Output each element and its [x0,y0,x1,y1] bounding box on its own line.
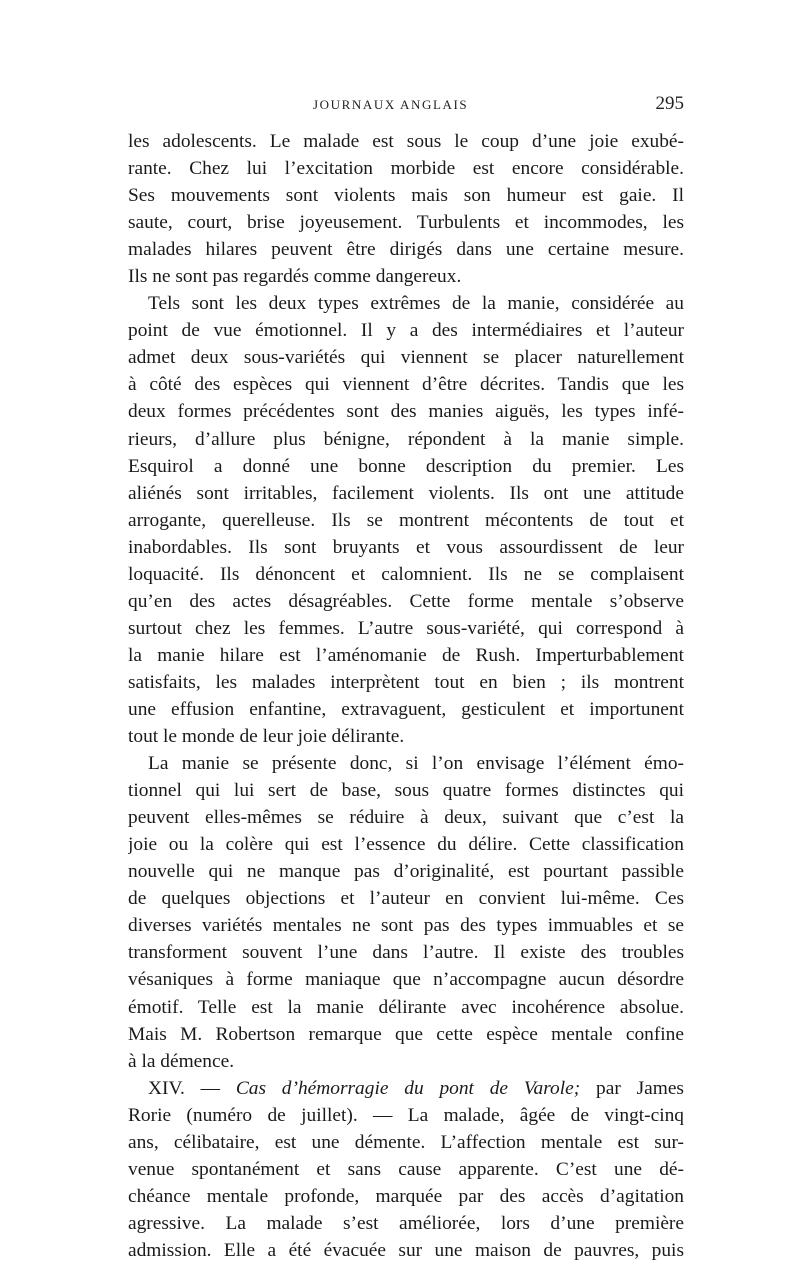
text-line: les adolescents. Le malade est sous le coup d’une joie exubé- [128,131,684,152]
text-line: tout le monde de leur joie délirante. [128,726,405,748]
text-line: la manie hilare est l’aménomanie de Rush. Imperturbablement [128,644,684,666]
text-line: nouvelle qui ne manque pas d’originalité, est pourtant passible [128,861,684,883]
text-line: admission. Elle a été évacuée sur une maison de pauvres, puis [128,1239,684,1261]
text-line: à côté des espèces qui viennent d’être décrites. Tandis que les [128,374,684,396]
text-line: La manie se présente donc, si l’on envisage l’élément émo- [148,753,684,775]
text-line: point de vue émotionnel. Il y a des intermédiaires et l’auteur [128,320,684,342]
text-line: joie ou la colère qui est l’essence du délire. Cette classification [128,834,684,856]
text-line: vésaniques à forme maniaque que n’accompagne aucun désordre [128,969,684,991]
text-line: Esquirol a donné une bonne description du premier. Les [128,455,684,477]
text-line: transforment souvent l’une dans l’autre. Il existe des troubles [128,942,684,964]
text-line: Rorie (numéro de juillet). — La malade, âgée de vingt-cinq [128,1104,684,1126]
text-line: deux formes précédentes sont des manies aiguës, les types infé- [128,401,684,423]
section-author: par James [596,1077,684,1099]
text-line: rante. Chez lui l’excitation morbide est encore considérable. [128,158,684,180]
text-line: saute, court, brise joyeusement. Turbulents et incommodes, les [128,212,684,234]
page-number: 295 [655,93,684,114]
text-line: Ses mouvements sont violents mais son humeur est gaie. Il [128,185,684,207]
text-line: surtout chez les femmes. L’autre sous-variété, qui correspond à [128,617,684,639]
text-line: Tels sont les deux types extrêmes de la manie, considérée au [148,293,684,315]
text-line: émotif. Telle est la manie délirante avec incohérence absolue. [128,996,684,1018]
text-line: inabordables. Ils sont bruyants et vous assourdissent de leur [128,536,684,558]
text-line: tionnel qui lui sert de base, sous quatre formes distinctes qui [128,780,684,802]
page-header [128,95,684,119]
text-line: arrogante, querelleuse. Ils se montrent mécontents de tout et [128,509,684,531]
text-line: Mais M. Robertson remarque que cette espèce mentale confine [128,1023,684,1045]
text-line: chéance mentale profonde, marquée par des accès d’agitation [128,1185,684,1207]
text-line: admet deux sous-variétés qui viennent se placer naturellement [128,347,684,369]
section-title: Cas d’hémorragie du pont de Varole; [235,1077,581,1099]
text-line: ans, célibataire, est une démente. L’affection mentale est sur- [128,1131,684,1153]
text-line: à la démence. [128,1050,235,1072]
text-line: rieurs, d’allure plus bénigne, répondent à la manie simple. [128,428,684,450]
text-line: qu’en des actes désagréables. Cette forme mentale s’observe [128,590,684,612]
text-line: aliénés sont irritables, facilement violents. Ils ont une attitude [128,482,684,504]
text-line: loquacité. Ils dénoncent et calomnient. Ils ne se complaisent [128,563,684,585]
text-line: Ils ne sont pas regardés comme dangereux. [128,266,462,288]
text-line: une effusion enfantine, extravaguent, gesticulent et importunent [128,698,684,720]
section-heading-line [128,1075,684,1102]
section-numeral: XIV. — [148,1077,221,1099]
text-line: venue spontanément et sans cause apparente. C’est une dé- [128,1158,684,1180]
body-text [128,128,684,1264]
text-line: agressive. La malade s’est améliorée, lors d’une première [128,1212,684,1234]
text-line: malades hilares peuvent être dirigés dans une certaine mesure. [128,239,684,261]
text-line: diverses variétés mentales ne sont pas des types immuables et se [128,915,684,937]
text-line: peuvent elles-mêmes se réduire à deux, suivant que c’est la [128,807,684,829]
running-head: JOURNAUX ANGLAIS [313,97,469,112]
text-line: de quelques objections et l’auteur en convient lui-même. Ces [128,888,684,910]
text-line: satisfaits, les malades interprètent tout en bien ; ils montrent [128,671,684,693]
